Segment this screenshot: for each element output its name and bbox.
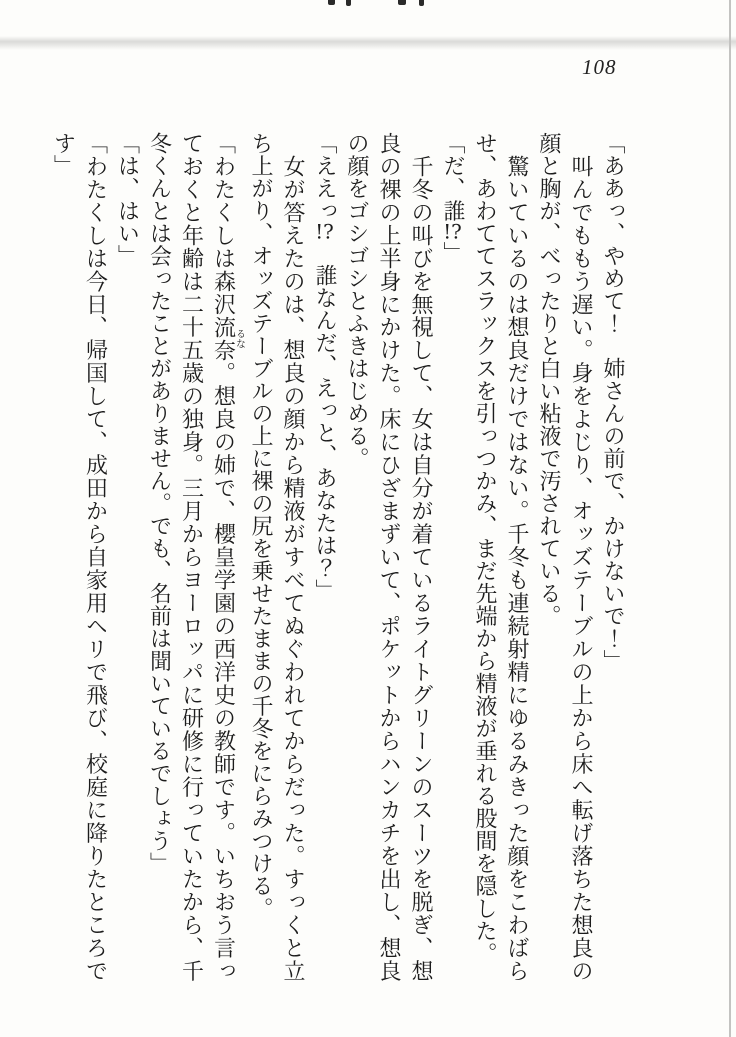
cropped-text-fragment [320, 0, 450, 6]
paragraph-10: 「わたくしは今日、帰国して、成田から自家用ヘリで飛び、校庭に降りたところです」 [50, 132, 108, 982]
paragraph-1: 「ああっ、やめて！ 姉さんの前で、かけないで！」 [600, 132, 625, 672]
tate-chu-yoko: !? [443, 222, 462, 242]
paragraph-3: 驚いているのは想良だけではない。千冬も連続射精にゆるみきった顔をこわばらせ、あわててスラックスを引っつかみ、まだ先端から精液が垂れる股間を隠した。 [472, 132, 529, 982]
paragraph-8: 「わたくしは森沢流奈るな。想良の姉で、櫻皇学園の西洋史の教師です。いちおう言っておくと年齢は二十五歳の独身。三月からヨーロッパに研修に行っていたから、千冬くんとは会ったことがありません。でも、名前は聞いているでしょう」 [146, 132, 245, 983]
page-edge-line [729, 0, 731, 1037]
paragraph-6: 「ええっ!? 誰なんだ、えっと、あなたは？」 [312, 132, 337, 602]
scan-shading [0, 36, 736, 50]
paragraph-2: 叫んでももう遅い。身をよじり、オッズテーブルの上から床へ転げ落ちた想良の顔と胸が、べったりと白い粘液で汚されている。 [536, 132, 593, 982]
paragraph-5: 千冬の叫びを無視して、女は自分が着ているライトグリーンのスーツを脱ぎ、想良の裸の上半身にかけた。床にひざまずいて、ポケットからハンカチを出し、想良の顔をゴシゴシとふきはじめる。 [344, 132, 433, 982]
paragraph-9: 「は、はい」 [114, 132, 140, 267]
page-number: 108 [582, 55, 617, 79]
tate-chu-yoko: !? [315, 222, 334, 242]
ruby-annotation: 流奈るな [210, 315, 245, 362]
body-text [50, 132, 628, 983]
paragraph-4: 「だ、誰!?」 [440, 132, 465, 265]
paragraph-7: 女が答えたのは、想良の顔から精液がすべてぬぐわれてからだった。すっくと立ち上がり、オッズテーブルの上に裸の尻を乗せたままの千冬をにらみつける。 [248, 132, 305, 982]
